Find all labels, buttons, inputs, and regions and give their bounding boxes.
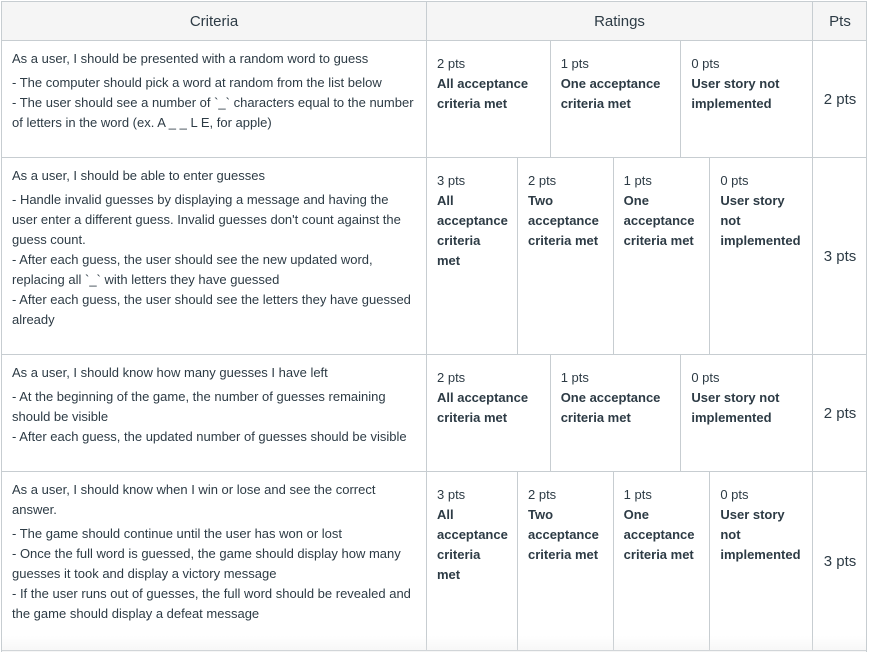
rating-tier	[427, 472, 518, 650]
rating-description: All acceptance criteria met	[437, 193, 508, 268]
rating-points: 1 pts	[623, 173, 652, 188]
rating-points: 0 pts	[691, 370, 720, 385]
criterion-long-description: - The game should continue until the user has won or lost - Once the full word is guessed, the game should display how many guesses it took and display a victory message - If the user runs out of guesses, the full word should be revealed and the game should display a defeat message	[12, 526, 411, 621]
criterion-description	[2, 41, 427, 158]
criterion-points: 2 pts	[813, 41, 868, 158]
rating-points: 0 pts	[720, 173, 749, 188]
criterion-row	[2, 355, 868, 472]
rating-points: 2 pts	[528, 487, 557, 502]
criterion-title: As a user, I should know how many guesses I have left	[12, 365, 328, 380]
criterion-row	[2, 41, 868, 158]
ratings-cell	[427, 41, 813, 158]
criterion-description	[2, 355, 427, 472]
criterion-row	[2, 158, 868, 355]
ratings-cell	[427, 355, 813, 472]
rating-points: 1 pts	[560, 370, 589, 385]
rating-points: 1 pts	[560, 56, 589, 71]
ratings-cell	[427, 472, 813, 651]
rating-points: 1 pts	[623, 487, 652, 502]
rating-tier	[681, 355, 812, 471]
rating-description: One acceptance criteria met	[560, 76, 661, 111]
criterion-points: 2 pts	[813, 355, 868, 472]
ratings-header: Ratings	[427, 2, 813, 41]
rating-points: 2 pts	[528, 173, 557, 188]
rating-description: All acceptance criteria met	[437, 390, 529, 425]
rating-points: 3 pts	[437, 487, 466, 502]
rating-tier	[427, 158, 518, 354]
criteria-header: Criteria	[2, 2, 427, 41]
ratings-cell	[427, 158, 813, 355]
rating-description: One acceptance criteria met	[623, 193, 695, 248]
criterion-title: As a user, I should be presented with a random word to guess	[12, 51, 369, 66]
rating-tier	[710, 472, 812, 650]
rating-points: 3 pts	[437, 173, 466, 188]
rating-description: User story not implemented	[720, 507, 801, 562]
rating-points: 2 pts	[437, 56, 466, 71]
rating-description: User story not implemented	[691, 390, 780, 425]
criterion-title: As a user, I should know when I win or lose and see the correct answer.	[12, 482, 376, 517]
rating-description: Two acceptance criteria met	[528, 507, 599, 562]
rating-tier	[551, 355, 682, 471]
rating-tier	[518, 158, 614, 354]
criterion-title: As a user, I should be able to enter guesses	[12, 168, 265, 183]
criterion-points: 3 pts	[813, 472, 868, 651]
criterion-description	[2, 158, 427, 355]
rating-description: All acceptance criteria met	[437, 507, 508, 582]
header-row	[2, 2, 868, 41]
criterion-points: 3 pts	[813, 158, 868, 355]
rating-tier	[710, 158, 812, 354]
criterion-long-description: - Handle invalid guesses by displaying a message and having the user enter a different guess. Invalid guesses don't count against the guess count. - After each guess, the user should see the new updated word, replacing all `_` with letters they have guessed - After each guess, the user should see the letters they have guessed already	[12, 192, 411, 327]
rating-points: 0 pts	[720, 487, 749, 502]
rating-tier	[614, 472, 711, 650]
rubric-table	[1, 1, 867, 651]
rating-description: One acceptance criteria met	[623, 507, 695, 562]
criterion-long-description: - The computer should pick a word at random from the list below - The user should see a number of `_` characters equal to the number of letters in the word (ex. A _ _ L E, for apple)	[12, 75, 414, 130]
rating-tier	[518, 472, 614, 650]
rubric-container	[1, 1, 867, 652]
criterion-row	[2, 472, 868, 651]
rating-description: One acceptance criteria met	[560, 390, 661, 425]
rating-tier	[427, 355, 551, 471]
rating-tier	[614, 158, 711, 354]
rating-tier	[551, 41, 682, 157]
rating-description: User story not implemented	[720, 193, 801, 248]
rating-points: 2 pts	[437, 370, 466, 385]
rating-points: 0 pts	[691, 56, 720, 71]
rating-description: Two acceptance criteria met	[528, 193, 599, 248]
pts-header: Pts	[813, 2, 868, 41]
rating-tier	[427, 41, 551, 157]
rating-description: User story not implemented	[691, 76, 780, 111]
rating-description: All acceptance criteria met	[437, 76, 529, 111]
criterion-long-description: - At the beginning of the game, the number of guesses remaining should be visible - After each guess, the updated number of guesses should be visible	[12, 389, 407, 444]
rating-tier	[681, 41, 812, 157]
criterion-description	[2, 472, 427, 651]
